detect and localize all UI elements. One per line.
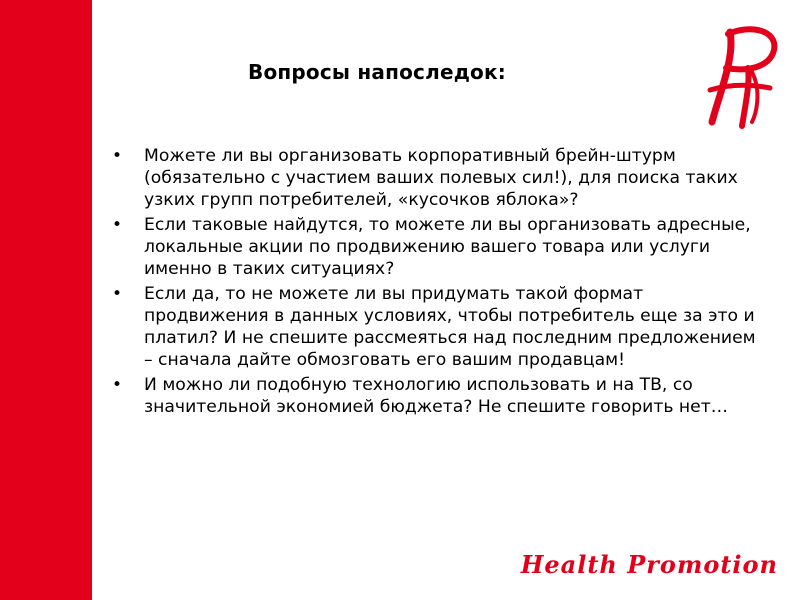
bullet-item [112,374,762,418]
bullet-text: Если да, то не можете ли вы придумать такой формат продвижения в данных условиях, чтобы потребитель еще за это и платил? И не спешите рассмеяться над последним предложением – сначала дайте обмозговать его вашим продавцам! [144,284,756,370]
bullet-dot-icon: • [112,146,123,166]
bullet-item [112,145,762,211]
bullet-text: Можете ли вы организовать корпоративный брейн-штурм (обязательно с участием ваших полевых сил!), для поиска таких узких групп потребителей, «кусочков яблока»? [144,146,738,210]
bullet-dot-icon: • [112,284,123,304]
bullet-text: Если таковые найдутся, то можете ли вы организовать адресные, локальные акции по продвижению вашего товара или услуги именно в таких ситуациях? [144,215,751,279]
hp-monogram-icon [690,22,790,132]
bullet-dot-icon: • [112,375,123,395]
brand-logo-text: Health Promotion [520,550,778,579]
bullet-text: И можно ли подобную технологию использовать и на ТВ, со значительной экономией бюджета? Не спешите говорить нет… [144,375,728,417]
bullet-item [112,214,762,280]
bullet-item [112,283,762,371]
slide-title: Вопросы напоследок: [248,60,506,84]
bullet-list [112,145,762,421]
left-red-bar [0,0,92,600]
bullet-dot-icon: • [112,215,123,235]
